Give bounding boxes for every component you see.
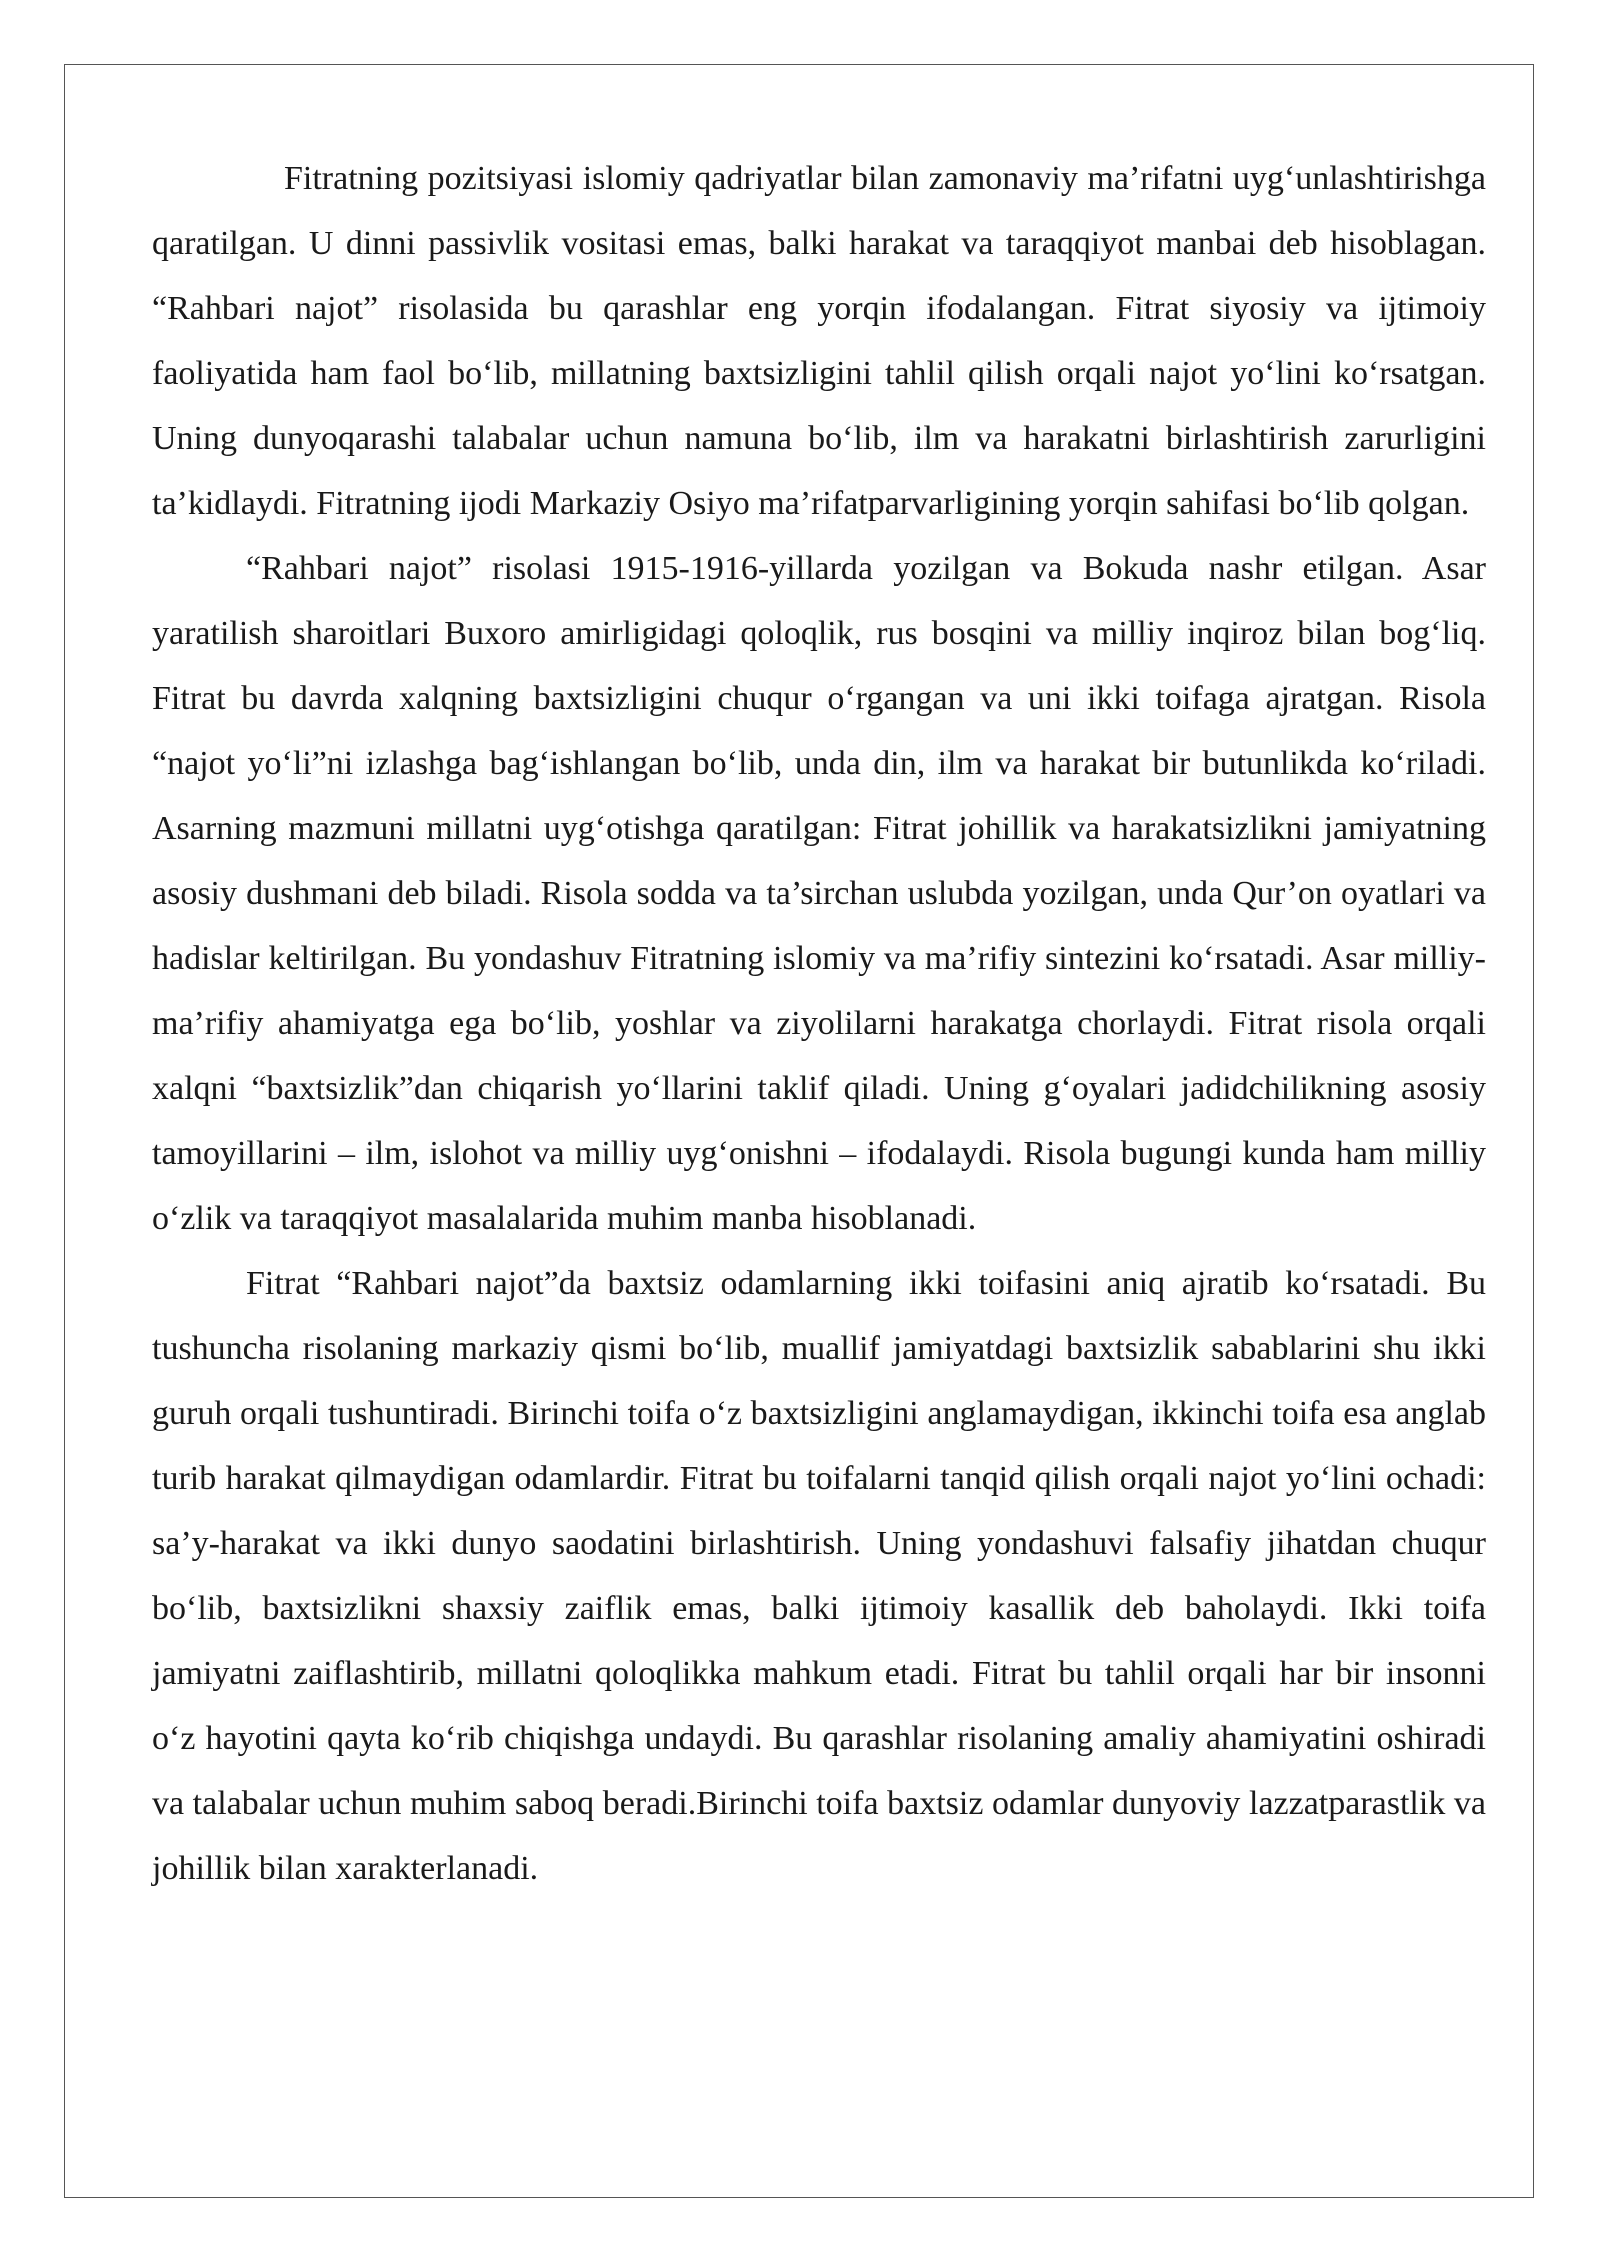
paragraph-3: Fitrat “Rahbari najot”da baxtsiz odamlarning ikki toifasini aniq ajratib ko‘rsatadi. Bu tushuncha risolaning markaziy qismi bo‘lib, muallif jamiyatdagi baxtsizlik sabablarini shu ikki guruh orqali tushuntiradi. Birinchi toifa o‘z baxtsizligini anglamaydigan, ikkinchi toifa esa anglab turib harakat qilmaydigan odamlardir. Fitrat bu toifalarni tanqid qilish orqali najot yo‘lini ochadi: sa’y-harakat va ikki dunyo saodatini birlashtirish. Uning yondashuvi falsafiy jihatdan chuqur bo‘lib, baxtsizlikni shaxsiy zaiflik emas, balki ijtimoiy kasallik deb baholaydi. Ikki toifa jamiyatni zaiflashtirib, millatni qoloqlikka mahkum etadi. Fitrat bu tahlil orqali har bir insonni o‘z hayotini qayta ko‘rib chiqishga undaydi. Bu qarashlar risolaning amaliy ahamiyatini oshiradi va talabalar uchun muhim saboq beradi.Birinchi toifa baxtsiz odamlar dunyoviy lazzatparastlik va johillik bilan xarakterlanadi. [152,1265,1486,1887]
paragraph-2: “Rahbari najot” risolasi 1915-1916-yillarda yozilgan va Bokuda nashr etilgan. Asar yaratilish sharoitlari Buxoro amirligidagi qoloqlik, rus bosqini va milliy inqiroz bilan bog‘liq. Fitrat bu davrda xalqning baxtsizligini chuqur o‘rgangan va uni ikki toifaga ajratgan. Risola “najot yo‘li”ni izlashga bag‘ishlangan bo‘lib, unda din, ilm va harakat bir butunlikda ko‘riladi. Asarning mazmuni millatni uyg‘otishga qaratilgan: Fitrat johillik va harakatsizlikni jamiyatning asosiy dushmani deb biladi. Risola sodda va ta’sirchan uslubda yozilgan, unda Qur’on oyatlari va hadislar keltirilgan. Bu yondashuv Fitratning islomiy va ma’rifiy sintezini ko‘rsatadi. Asar milliy-ma’rifiy ahamiyatga ega bo‘lib, yoshlar va ziyolilarni harakatga chorlaydi. Fitrat risola orqali xalqni “baxtsizlik”dan chiqarish yo‘llarini taklif qiladi. Uning g‘oyalari jadidchilikning asosiy tamoyillarini – ilm, islohot va milliy uyg‘onishni – ifodalaydi. Risola bugungi kunda ham milliy o‘zlik va taraqqiyot masalalarida muhim manba hisoblanadi. [152,550,1486,1237]
document-body [152,146,1486,1901]
paragraph-1: Fitratning pozitsiyasi islomiy qadriyatlar bilan zamonaviy ma’rifatni uyg‘unlashtirishga qaratilgan. U dinni passivlik vositasi emas, balki harakat va taraqqiyot manbai deb hisoblagan. “Rahbari najot” risolasida bu qarashlar eng yorqin ifodalangan. Fitrat siyosiy va ijtimoiy faoliyatida ham faol bo‘lib, millatning baxtsizligini tahlil qilish orqali najot yo‘lini ko‘rsatgan. Uning dunyoqarashi talabalar uchun namuna bo‘lib, ilm va harakatni birlashtirish zarurligini ta’kidlaydi. Fitratning ijodi Markaziy Osiyo ma’rifatparvarligining yorqin sahifasi bo‘lib qolgan. [152,160,1486,522]
